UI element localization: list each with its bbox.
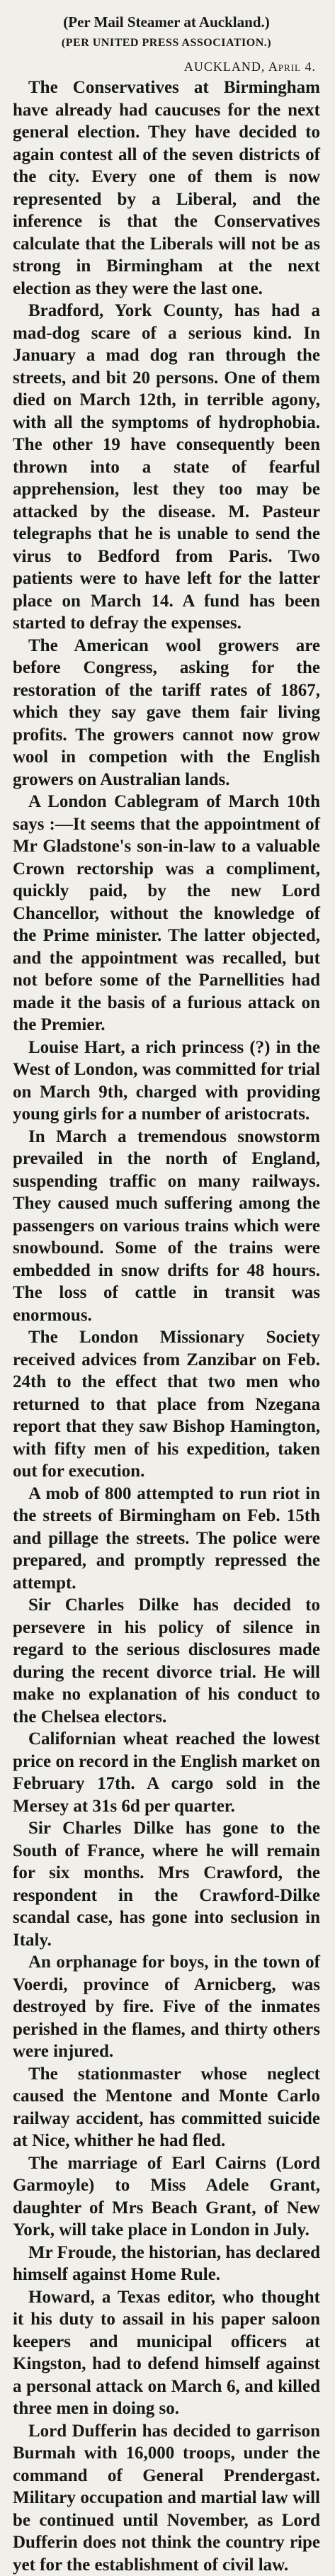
paragraph-dilke-silence: Sir Charles Dilke has decided to persevere in his policy of silence in regard to the serious disclosures made during the recent divorce trial. He will make no explanation of his conduct to the Chelsea electors. (13, 1594, 320, 1728)
paragraph-louise-hart: Louise Hart, a rich princess (?) in the West of London, was committed for trial on March 9th, charged with providing young girls for a number of aristocrats. (13, 1036, 320, 1126)
paragraph-froude: Mr Froude, the historian, has declared himself against Home Rule. (13, 2242, 320, 2286)
paragraph-texas-editor: Howard, a Texas editor, who thought it his duty to assail in his paper saloon keepers and municipal officers at Kingston, had to defend himself against a personal attack on March 6, and killed three men in doing so. (13, 2286, 320, 2420)
paragraph-wool-growers: The American wool growers are before Congress, asking for the restoration of the tariff rates of 1867, which they say gave them fair living profits. The growers cannot now grow wool in competion with the English growers on Australian lands. (13, 635, 320, 791)
dateline: AUCKLAND, April 4. (13, 57, 316, 77)
paragraph-bradford-mad-dog: Bradford, York County, has had a mad-dog scare of a serious kind. In January a mad dog ran through the streets, and bit 20 persons. One of them died on March 12th, in terrible agony, with all the symptoms of hydrophobia. The other 19 have consequently been thrown into a state of fearful apprehension, lest they too may be attacked by the disease. M. Pasteur telegraphs that he is unable to send the virus to Bedford from Paris. Two patients were to have left for the latter place on March 14. A fund has been started to defray the expenses. (13, 300, 320, 635)
paragraph-cairns-marriage: The marriage of Earl Cairns (Lord Garmoyle) to Miss Adele Grant, daughter of Mrs Beach Grant, of New York, will take place in London in July. (13, 2152, 320, 2242)
paragraph-birmingham-mob: A mob of 800 attempted to run riot in the streets of Birmingham on Feb. 15th and pillage the streets. The police were prepared, and promptly repressed the attempt. (13, 1483, 320, 1595)
paragraph-dilke-france: Sir Charles Dilke has gone to the South of France, where he will remain for six months. Mrs Crawford, the respondent in the Crawford-Dilke scandal case, has gone into seclusion in Italy. (13, 1817, 320, 1951)
paragraph-stationmaster: The stationmaster whose neglect caused the Mentone and Monte Carlo railway accident, has committed suicide at Nice, whither he had fled. (13, 2063, 320, 2152)
news-column (13, 9, 320, 2576)
paragraph-orphanage-fire: An orphanage for boys, in the town of Voerdi, province of Arnicberg, was destroyed by fire. Five of the inmates perished in the flames, and thirty others were injured. (13, 1951, 320, 2063)
paragraph-californian-wheat: Californian wheat reached the lowest price on record in the English market on February 17th. A cargo sold in the Mersey at 31s 6d per quarter. (13, 1728, 320, 1817)
paragraph-missionary-society: The London Missionary Society received advices from Zanzibar on Feb. 24th to the effect that two men who returned to that place from Nzegana report that they saw Bishop Hamington, with fifty men of his expedition, taken out for execution. (13, 1326, 320, 1483)
source-line: (Per Mail Steamer at Auckland.) (13, 11, 320, 33)
agency-line: (PER UNITED PRESS ASSOCIATION.) (13, 33, 320, 54)
paragraph-london-cablegram: A London Cablegram of March 10th says :—It seems that the appointment of Mr Gladstone's son-in-law to a valuable Crown rectorship was a compliment, quickly paid, by the new Lord Chancellor, without the knowledge of the Prime minister. The latter objected, and the appointment was recalled, but not before some of the Parnellities had made it the basis of a furious attack on the Premier. (13, 791, 320, 1036)
paragraph-burmah-garrison: Lord Dufferin has decided to garrison Burmah with 16,000 troops, under the command of General Prendergast. Military occupation and martial law will be continued until November, as Lord Dufferin does not think the country ripe yet for the establishment of civil law. (13, 2420, 320, 2576)
paragraph-snowstorm: In March a tremendous snowstorm prevailed in the north of England, suspending traffic on many railways. They caused much suffering among the passengers on various trains which were snowbound. Some of the trains were embedded in snow drifts for 48 hours. The loss of cattle in transit was enormous. (13, 1126, 320, 1327)
paragraph-birmingham-caucuses: The Conservatives at Birmingham have already had caucuses for the next general election. They have decided to again contest all of the seven districts of the city. Every one of them is now represented by a Liberal, and the inference is that the Conservatives calculate that the Liberals will not be as strong in Birmingham at the next election as they were the last one. (13, 77, 320, 300)
